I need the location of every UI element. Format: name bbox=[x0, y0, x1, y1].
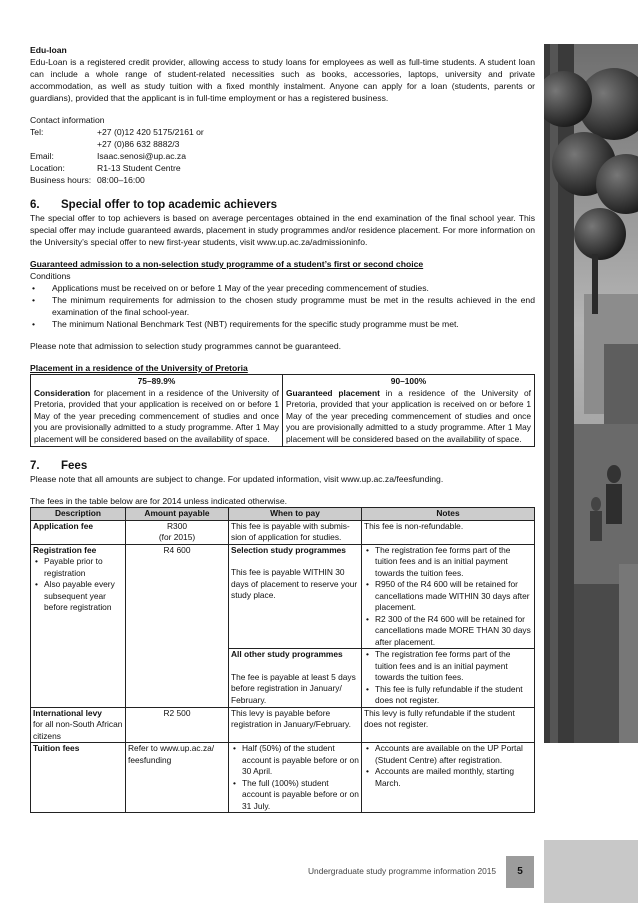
table-row bbox=[31, 707, 535, 743]
residence-cell bbox=[283, 375, 535, 447]
footer-text: Undergraduate study programme information 2015 bbox=[308, 866, 497, 876]
fee-description: International levy for all non-South African citizens bbox=[31, 707, 126, 743]
section-number: 7. bbox=[30, 460, 40, 472]
contact-label: Tel: bbox=[30, 127, 44, 137]
fees-table bbox=[30, 507, 535, 813]
fee-amount: Refer to www.up.ac.za/ feesfunding bbox=[126, 743, 229, 813]
footer-strip bbox=[544, 840, 638, 903]
column-header: Notes bbox=[362, 508, 535, 521]
table-row bbox=[31, 743, 535, 813]
campus-photo bbox=[544, 44, 638, 743]
list-item: • The registration fee forms part of the tuition fees and is an initial payment towards the tuition fees. bbox=[364, 649, 532, 684]
fee-notes bbox=[362, 544, 535, 649]
conditions-list bbox=[30, 282, 535, 330]
page-number: 5 bbox=[506, 856, 534, 888]
conditions-label: Conditions bbox=[30, 271, 71, 281]
fee-description: Registration fee • Payable prior to registration • Also payable every subsequent year before registration bbox=[31, 544, 126, 707]
table-row bbox=[31, 544, 535, 649]
section-6-heading bbox=[30, 198, 535, 212]
residence-range: 75–89.9% bbox=[137, 376, 176, 386]
list-item: • The full (100%) student account is payable before or on 31 July. bbox=[231, 778, 359, 813]
fee-notes: This levy is fully refundable if the student does not register. bbox=[362, 707, 535, 743]
residence-text: for placement in a residence of the University of Pretoria, provided that your application is received on or before 1 May of the year preceding commencement of studies and once you are provisionally admitted to a study programme. After 1 May placement will be considered based on the availability of space. bbox=[34, 387, 279, 444]
column-header: Amount payable bbox=[126, 508, 229, 521]
fee-when: Selection study programmes This fee is payable WITHIN 30 days of placement to reserve your study place. bbox=[229, 544, 362, 649]
list-item: • Half (50%) of the student account is payable before or on 30 April. bbox=[231, 743, 359, 778]
list-item: • Applications must be received on or before 1 May of the year preceding commencement of studies. bbox=[30, 282, 535, 294]
list-item: • Accounts are available on the UP Portal (Student Centre) after registration. bbox=[364, 743, 532, 766]
residence-lead: Consideration bbox=[34, 387, 91, 398]
fee-amount: R4 600 bbox=[126, 544, 229, 707]
contact-heading: Contact information bbox=[30, 115, 105, 125]
campus-photo-image bbox=[544, 44, 638, 743]
contact-value: +27 (0)86 632 8882/3 bbox=[97, 139, 180, 149]
section-title: Special offer to top academic achievers bbox=[61, 199, 278, 211]
list-item: • R2 300 of the R4 600 will be retained for cancellations made MORE THAN 30 days after placement. bbox=[364, 614, 532, 649]
contact-value: 08:00–16:00 bbox=[97, 175, 145, 185]
section-7-heading bbox=[30, 459, 535, 473]
list-item: • Payable prior to registration bbox=[33, 556, 123, 579]
list-item: • The minimum requirements for admission to the chosen study programme must be met in the results achieved in the end examination of the final school-year. bbox=[30, 294, 535, 318]
fee-when: This fee is payable with submis-sion of application for studies. bbox=[229, 520, 362, 544]
fee-notes bbox=[362, 743, 535, 813]
contact-label: Business hours: bbox=[30, 175, 92, 185]
fee-description: Application fee bbox=[31, 520, 126, 544]
list-item: • This fee is fully refundable if the student does not register. bbox=[364, 684, 532, 707]
contact-info bbox=[30, 126, 535, 186]
list-item: • Also payable every subsequent year before registration bbox=[33, 579, 123, 614]
table-header-row bbox=[31, 508, 535, 521]
selection-note: Please note that admission to selection study programmes cannot be guaranteed. bbox=[30, 341, 341, 351]
table-note: The fees in the table below are for 2014 unless indicated otherwise. bbox=[30, 496, 288, 506]
fee-amount: R2 500 bbox=[126, 707, 229, 743]
list-item: • The registration fee forms part of the tuition fees and is an initial payment towards the tuition fees. bbox=[364, 545, 532, 580]
residence-table bbox=[30, 374, 535, 447]
residence-range: 90–100% bbox=[390, 376, 427, 386]
section-6-intro: The special offer to top achievers is based on average percentages obtained in the end examination of the final school year. This special offer may include guaranteed awards, placement in study programmes and/or residence placement. For more information on the University’s special offer to new first-year students, visit www.up.ac.za/admissioninfo. bbox=[30, 213, 535, 247]
list-item: • The minimum National Benchmark Test (NBT) requirements for the specific study programme must be met. bbox=[30, 318, 535, 330]
contact-label: Email: bbox=[30, 151, 54, 161]
fee-amount: R300 (for 2015) bbox=[126, 520, 229, 544]
list-item: • Accounts are mailed monthly, starting March. bbox=[364, 766, 532, 789]
section-number: 6. bbox=[30, 199, 40, 211]
page-content bbox=[30, 44, 535, 813]
section-title: Fees bbox=[61, 460, 88, 472]
residence-lead: Guaranteed placement bbox=[286, 387, 380, 398]
fee-when bbox=[229, 743, 362, 813]
fee-notes: This fee is non-refundable. bbox=[362, 520, 535, 544]
residence-text: in a residence of the University of Pretoria, provided that your application is received on or before 1 May of the year preceding commencement of studies and once you are provisionally admitted to a study programme. After 1 May placement will be considered based on the availability of space. bbox=[286, 387, 532, 444]
table-row bbox=[31, 520, 535, 544]
eduloan-title: Edu-loan bbox=[30, 45, 67, 55]
column-header: When to pay bbox=[229, 508, 362, 521]
eduloan-body: Edu-Loan is a registered credit provider, allowing access to study loans for employees as well as full-time students. A student loan can include a whole range of student-related necessities such as books, accessories, laptops, university and private accommodation, as well as study tuition with a fixed monthly instalment. Anyone can apply for a loan (students, parents or guardians), provided that the applicant is in full-time employment or has a registered business. bbox=[30, 57, 535, 103]
section-7-intro: Please note that all amounts are subject to change. For updated information, visit www.up.ac.za/feesfunding. bbox=[30, 474, 444, 484]
contact-label bbox=[30, 138, 97, 150]
residence-heading: Placement in a residence of the University of Pretoria bbox=[30, 363, 248, 373]
contact-value: +27 (0)12 420 5175/2161 or bbox=[97, 127, 204, 137]
fee-when: All other study programmes The fee is payable at least 5 days before registration in January/ February. bbox=[229, 649, 362, 708]
contact-email: Isaac.senosi@up.ac.za bbox=[97, 151, 186, 161]
contact-value: R1-13 Student Centre bbox=[97, 163, 181, 173]
list-item: • R950 of the R4 600 will be retained for cancellations made WITHIN 30 days after placement. bbox=[364, 579, 532, 614]
contact-label: Location: bbox=[30, 163, 65, 173]
fee-when: This levy is payable before registration in January/February. bbox=[229, 707, 362, 743]
fee-description: Tuition fees bbox=[31, 743, 126, 813]
guaranteed-heading: Guaranteed admission to a non-selection study programme of a student’s first or second choice bbox=[30, 259, 424, 269]
column-header: Description bbox=[31, 508, 126, 521]
fee-notes bbox=[362, 649, 535, 708]
residence-cell bbox=[31, 375, 283, 447]
